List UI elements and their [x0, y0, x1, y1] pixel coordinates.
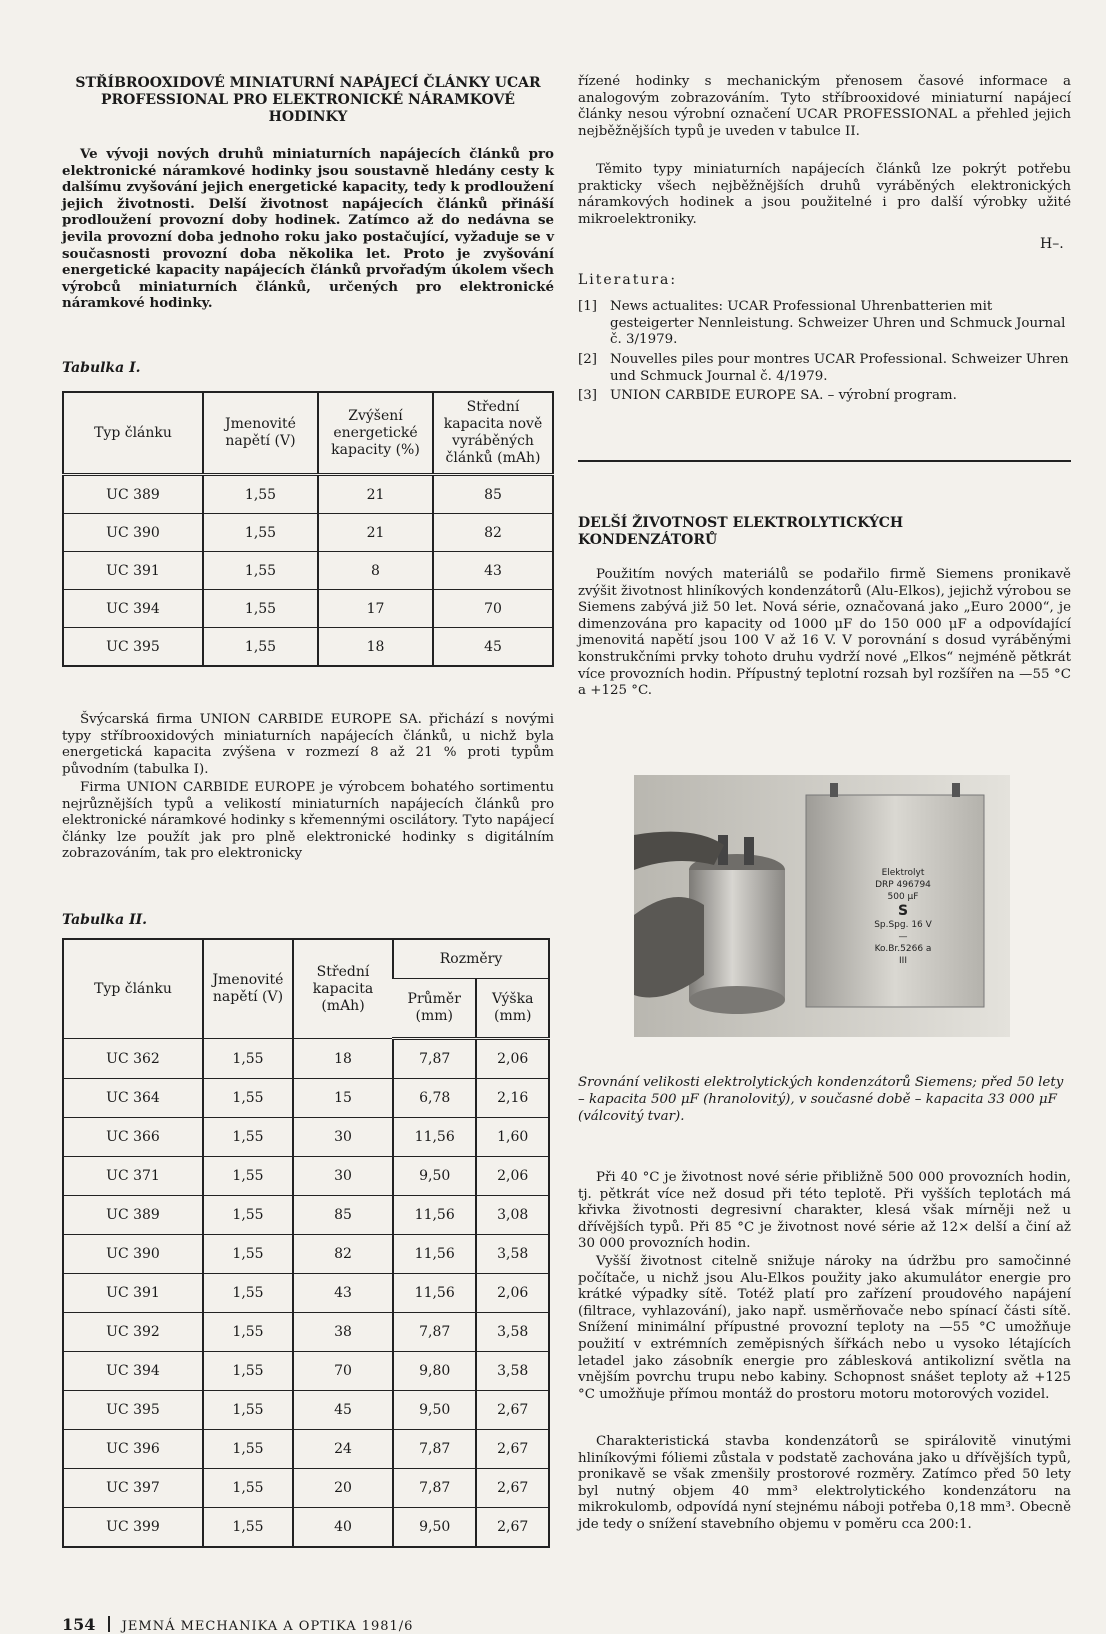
table-cell: 7,87 [393, 1313, 476, 1352]
table-cell: UC 394 [63, 590, 203, 628]
table-row [63, 1508, 549, 1548]
reference-text: UNION CARBIDE EUROPE SA. – výrobní program. [610, 388, 957, 403]
table-cell: UC 390 [63, 514, 203, 552]
paragraph-siemens: Použitím nových materiálů se podařilo firmě Siemens pronikavě zvýšit životnost hliníkových kondenzátorů (Alu-Elkos), jejichž výrobou se Siemens zabývá již 50 let. Nová série, označovaná jako „Euro 2000“, je dimenzována pro kapacity od 1000 μF do 150 000 μF a odpovídající jmenovitá napětí jsou 100 V až 16 V. V porovnání s dosud vyráběnými konstrukčními prvky tohoto druhu vydrží nové „Elkos“ nejméně pětkrát více provozních hodin. Přípustný teplotní rozsah byl rozšířen na —55 °C a +125 °C. [578, 567, 1072, 699]
table-cell: 1,55 [203, 590, 318, 628]
table-row [63, 1196, 549, 1235]
table-cell: UC 391 [63, 552, 203, 590]
paragraph-firm: Firma UNION CARBIDE EUROPE je výrobcem bohatého sortimentu nejrůznějších typů a velikostí miniaturních napájecích článků pro elektronické náramkové hodinky s křemennými oscilátory. Tyto napájecí články lze použít jak pro plně elektronické hodinky s digitálním zobrazováním, tak pro elektronicky [62, 780, 554, 862]
table-cell: 2,67 [476, 1391, 549, 1430]
table2-header: Průměr (mm) [393, 979, 476, 1039]
table-cell: 1,55 [203, 1118, 293, 1157]
table-cell: 9,50 [393, 1391, 476, 1430]
table-cell: 70 [293, 1352, 393, 1391]
table-cell: 40 [293, 1508, 393, 1548]
table-cell: UC 362 [63, 1039, 203, 1079]
table-cell: UC 392 [63, 1313, 203, 1352]
photo-label-line: Elektrolyt [881, 868, 925, 878]
table-cell: 2,67 [476, 1469, 549, 1508]
paragraph-coverage: Těmito typy miniaturních napájecích článků lze pokrýt potřebu prakticky všech nejběžnějších druhů vyráběných elektronických náramkových hodinek a jsou použitelné i pro další výrobky užité mikroelektroniky. [578, 162, 1071, 227]
table-cell: 9,50 [393, 1508, 476, 1548]
table-cell: 38 [293, 1313, 393, 1352]
table-cell: 1,55 [203, 1274, 293, 1313]
paragraph-continued: řízené hodinky s mechanickým přenosem časové informace a analogovým zobrazováním. Tyto stříbrooxidové miniaturní napájecí články nesou výrobní označení UCAR PROFESSIONAL a přehled jejich nejběžnějších typů je uveden v tabulce II. [578, 74, 1071, 139]
reference-number: [1] [578, 299, 597, 314]
table-cell: 8 [318, 552, 433, 590]
table-cell: 1,55 [203, 552, 318, 590]
table-row [63, 1469, 549, 1508]
section-divider [578, 460, 1071, 462]
table-cell: 11,56 [393, 1274, 476, 1313]
table1-header: Střední kapacita nově vyráběných článků (mAh) [433, 392, 553, 475]
table1-header: Zvýšení energetické kapacity (%) [318, 392, 433, 475]
table-cell: 1,55 [203, 1430, 293, 1469]
table1-header: Typ článku [63, 392, 203, 475]
table2-header: Výška (mm) [476, 979, 549, 1039]
table-cell: 3,58 [476, 1313, 549, 1352]
reference-item [578, 352, 1071, 388]
table-cell: 7,87 [393, 1039, 476, 1079]
table-cell: 7,87 [393, 1469, 476, 1508]
journal-name: JEMNÁ MECHANIKA A OPTIKA 1981/6 [121, 1619, 414, 1634]
table-cell: UC 395 [63, 628, 203, 667]
table-cell: 1,55 [203, 1235, 293, 1274]
table-row [63, 628, 553, 667]
table-cell: UC 391 [63, 1274, 203, 1313]
table-cell: 18 [318, 628, 433, 667]
table-cell: 20 [293, 1469, 393, 1508]
table-row [63, 1079, 549, 1118]
article-title: STŘÍBROOXIDOVÉ MINIATURNÍ NAPÁJECÍ ČLÁNKY UCAR PROFESSIONAL PRO ELEKTRONICKÉ NÁRAMKOVÉ HODINKY [75, 75, 541, 125]
table-cell: 85 [293, 1196, 393, 1235]
table-cell: 11,56 [393, 1118, 476, 1157]
table-cell: 1,55 [203, 1196, 293, 1235]
photo-caption: Srovnání velikosti elektrolytických kondenzátorů Siemens; před 50 lety – kapacita 500 μF (hranolovitý), v současné době – kapacita 33 000 μF (válcovitý tvar). [578, 1075, 1064, 1124]
photo-label-line: Ko.Br.5266 a III [874, 944, 932, 966]
table-row [63, 1352, 549, 1391]
footer-separator [108, 1616, 110, 1632]
table-cell: 1,55 [203, 628, 318, 667]
table-cell: 70 [433, 590, 553, 628]
table-cell: 11,56 [393, 1235, 476, 1274]
photo-label-line: DRP 496794 [875, 880, 931, 890]
table-row [63, 1118, 549, 1157]
table-cell: 30 [293, 1157, 393, 1196]
reference-item [578, 388, 1071, 406]
table-cell: 82 [433, 514, 553, 552]
paragraph-maintenance: Vyšší životnost citelně snižuje nároky na údržbu pro samočinné počítače, u nichž jsou Alu-Elkos použity jako akumulátor energie pro krátké výpadky sítě. Totéž platí pro zařízení proudového napájení (filtrace, vyhlazování), jako např. usměrňovače nebo spínací části sítě. Snížení minimální přípustné provozní teploty na —55 °C umožňuje použití v extrémních zeměpisných šířkách nebo u vysoko létajících letadel jako zásobník energie pro záblesková antikolizní světla na vnějším povrchu trupu nebo kabiny. Schopnost snášet teploty až +125 °C umožňuje přímou montáž do prostoru motoru motorových vozidel. [578, 1254, 1071, 1402]
photo-label-line: S [897, 903, 909, 919]
table1 [62, 391, 554, 667]
reference-text: News actualites: UCAR Professional Uhrenbatterien mit gesteigerter Nennleistung. Schweizer Uhren und Schmuck Journal č. 3/1979. [610, 299, 1066, 348]
table-cell: 11,56 [393, 1196, 476, 1235]
table-cell: 2,67 [476, 1430, 549, 1469]
table-cell: 1,55 [203, 1079, 293, 1118]
table-cell: 45 [433, 628, 553, 667]
table-cell: 21 [318, 475, 433, 514]
table1-header: Jmenovité napětí (V) [203, 392, 318, 475]
table-cell: 1,55 [203, 1313, 293, 1352]
paragraph-union-carbide: Švýcarská firma UNION CARBIDE EUROPE SA. přichází s novými typy stříbrooxidových miniaturních napájecích článků, u nichž byla energetická kapacita zvýšena v rozmezí 8 až 21 % proti typům původním (tabulka I). [62, 712, 554, 777]
table-row [63, 1274, 549, 1313]
page-footer [62, 1615, 413, 1634]
table-cell: 17 [318, 590, 433, 628]
table-cell: 1,55 [203, 475, 318, 514]
table-cell: 1,55 [203, 514, 318, 552]
table-cell: 2,06 [476, 1157, 549, 1196]
table-cell: 18 [293, 1039, 393, 1079]
table-cell: 1,55 [203, 1039, 293, 1079]
table2-header: Typ článku [94, 980, 172, 997]
table2-header: Jmenovité napětí (V) [203, 939, 293, 1039]
table-cell: UC 390 [63, 1235, 203, 1274]
table-cell: 15 [293, 1079, 393, 1118]
table-row [63, 1391, 549, 1430]
paragraph-construction: Charakteristická stavba kondenzátorů se spirálovitě vinutými hliníkovými fóliemi zůstala v podstatě zachována jako u dřívějších typů, pronikavě se však zmenšily prostorové rozměry. Zatímco před 50 lety byl nutný objem 40 mm³ elektrolytického kondenzátoru na mikrokulomb, odpovídá nyní stejnému náboji potřeba 0,18 mm³. Obecně jde tedy o snížení stavebního objemu v poměru cca 200:1. [578, 1434, 1071, 1532]
table-cell: 1,55 [203, 1352, 293, 1391]
table-row [63, 1157, 549, 1196]
table-cell: 7,87 [393, 1430, 476, 1469]
table-row [63, 1313, 549, 1352]
table-cell: UC 395 [63, 1391, 203, 1430]
capacitor-photo [634, 775, 1010, 1037]
table-cell: 1,55 [203, 1508, 293, 1548]
reference-number: [3] [578, 388, 597, 403]
table-row [63, 1039, 549, 1079]
table2-header: Střední kapacita (mAh) [293, 939, 393, 1039]
photo-label-line: Sp.Spg. 16 V— [874, 920, 932, 942]
table-cell: 24 [293, 1430, 393, 1469]
table-row [63, 552, 553, 590]
table-cell: 1,60 [476, 1118, 549, 1157]
table-cell: UC 364 [63, 1079, 203, 1118]
table-cell: 2,67 [476, 1508, 549, 1548]
capacitor-photo-svg [634, 775, 1010, 1037]
table-cell: 3,58 [476, 1235, 549, 1274]
table-cell: 2,16 [476, 1079, 549, 1118]
table2-header: Rozměry [393, 939, 549, 979]
intro-paragraph: Ve vývoji nových druhů miniaturních napájecích článků pro elektronické náramkové hodinky jsou soustavně hledány cesty k dalšímu zvyšování jejich energetické kapacity, tedy k prodloužení jejich životnosti. Delší životnost napájecích článků přináší prodloužení provozní doby hodinek. Zatímco až do nedávna se jevila provozní doba jednoho roku jako postačující, vyžaduje se v současnosti provozní doba několika let. Proto je zvyšování energetické kapacity napájecích článků prvořadým úkolem všech výrobců miniaturních článků, určených pro elektronické náramkové hodinky. [62, 146, 554, 312]
table2-caption: Tabulka II. [62, 912, 148, 928]
table-cell: 1,55 [203, 1157, 293, 1196]
literature-heading: Literatura: [578, 272, 678, 288]
table-row [63, 590, 553, 628]
table-row [63, 475, 553, 514]
table-cell: 2,06 [476, 1274, 549, 1313]
table-cell: UC 371 [63, 1157, 203, 1196]
table-cell: UC 396 [63, 1430, 203, 1469]
table-cell: UC 366 [63, 1118, 203, 1157]
table-row [63, 514, 553, 552]
table-cell: UC 399 [63, 1508, 203, 1548]
table-cell: UC 397 [63, 1469, 203, 1508]
table-cell: 1,55 [203, 1391, 293, 1430]
table-cell: 1,55 [203, 1469, 293, 1508]
photo-label-line: 500 μF [887, 892, 919, 902]
table-cell: 43 [433, 552, 553, 590]
table-cell: UC 389 [63, 1196, 203, 1235]
table-cell: 3,58 [476, 1352, 549, 1391]
reference-item [578, 299, 1071, 351]
table1-caption: Tabulka I. [62, 360, 141, 376]
table-cell: 6,78 [393, 1079, 476, 1118]
table-cell: 9,80 [393, 1352, 476, 1391]
table-cell: UC 389 [63, 475, 203, 514]
table-cell: 21 [318, 514, 433, 552]
table-cell: 45 [293, 1391, 393, 1430]
table-cell: 43 [293, 1274, 393, 1313]
table-cell: 30 [293, 1118, 393, 1157]
table-row [63, 1235, 549, 1274]
table-row [63, 1430, 549, 1469]
table-cell: 85 [433, 475, 553, 514]
table-cell: 2,06 [476, 1039, 549, 1079]
table-cell: 82 [293, 1235, 393, 1274]
reference-number: [2] [578, 352, 597, 367]
article-title-2: DELŠÍ ŽIVOTNOST ELEKTROLYTICKÝCH KONDENZÁTORŮ [578, 515, 904, 548]
table2 [62, 938, 550, 1548]
page-number: 154 [62, 1615, 96, 1634]
paragraph-lifetime: Při 40 °C je životnost nové série přibližně 500 000 provozních hodin, tj. pětkrát více než dosud při této teplotě. Při vyšších teplotách má křivka životnosti degresivní charakter, klesá však mírněji než u dřívějších typů. Při 85 °C je životnost nové série až 12× delší a činí až 30 000 provozních hodin. [578, 1170, 1071, 1252]
table-cell: UC 394 [63, 1352, 203, 1391]
table-cell: 3,08 [476, 1196, 549, 1235]
table-cell: 9,50 [393, 1157, 476, 1196]
signature: H–. [1040, 236, 1064, 252]
reference-text: Nouvelles piles pour montres UCAR Professional. Schweizer Uhren und Schmuck Journal č. 4/1979. [610, 352, 1069, 384]
